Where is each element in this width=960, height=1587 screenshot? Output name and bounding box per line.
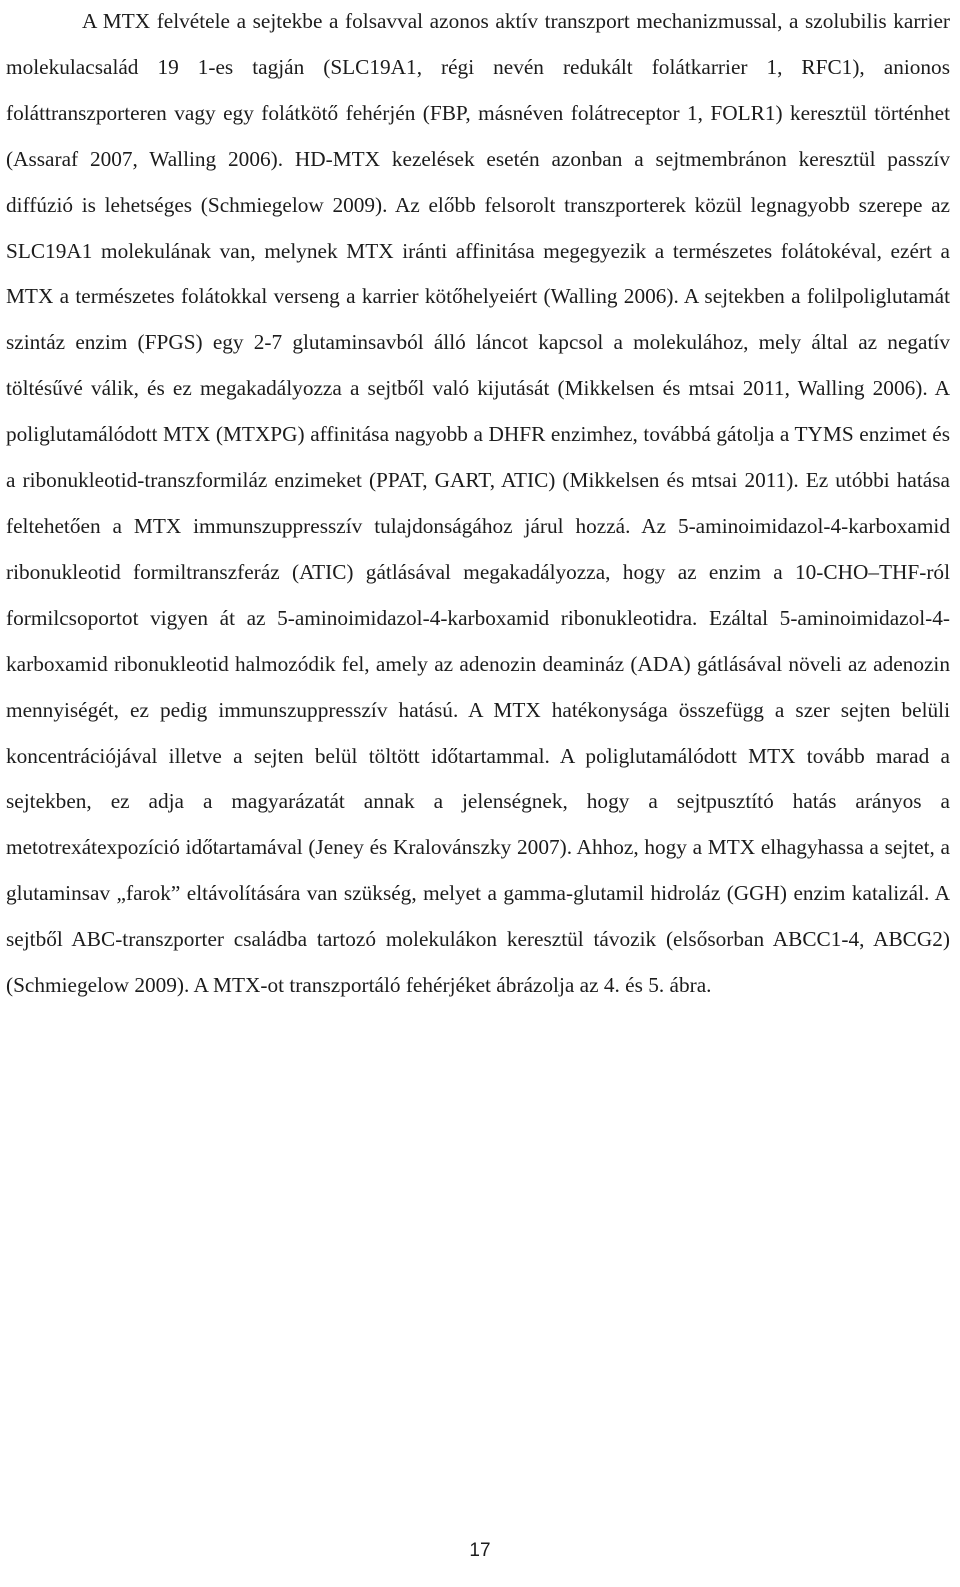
body-paragraph: A MTX felvétele a sejtekbe a folsavval azonos aktív transzport mechanizmussal, a szolubilis karrier molekulacsalád 19 1-es tagján (SLC19A1, régi nevén redukált folátkarrier 1, RFC1), anionos foláttranszporteren vagy egy folátkötő fehérjén (FBP, másnéven folátreceptor 1, FOLR1) keresztül történhet (Assaraf 2007, Walling 2006). HD-MTX kezelések esetén azonban a sejtmembránon keresztül passzív diffúzió is lehetséges (Schmiegelow 2009). Az előbb felsorolt transzporterek közül legnagyobb szerepe az SLC19A1 molekulának van, melynek MTX iránti affinitása megegyezik a természetes folátokéval, ezért a MTX a természetes folátokkal verseng a karrier kötőhelyeiért (Walling 2006). A sejtekben a folilpoliglutamát szintáz enzim (FPGS) egy 2-7 glutaminsavból álló láncot kapcsol a molekulához, mely által az negatív töltésűvé válik, és ez megakadályozza a sejtből való kijutását (Mikkelsen és mtsai 2011, Walling 2006). A poliglutamálódott MTX (MTXPG) affinitása nagyobb a DHFR enzimhez, továbbá gátolja a TYMS enzimet és a ribonukleotid-transzformiláz enzimeket (PPAT, GART, ATIC) (Mikkelsen és mtsai 2011). Ez utóbbi hatása feltehetően a MTX immunszuppresszív tulajdonságához járul hozzá. Az 5-aminoimidazol-4-karboxamid ribonukleotid formiltranszferáz (ATIC) gátlásával megakadályozza, hogy az enzim a 10-CHO–THF-ról formilcsoportot vigyen át az 5-aminoimidazol-4-karboxamid ribonukleotidra. Ezáltal 5-aminoimidazol-4-karboxamid ribonukleotid halmozódik fel, amely az adenozin deamináz (ADA) gátlásával növeli az adenozin mennyiségét, ez pedig immunszuppresszív hatású. A MTX hatékonysága összefügg a szer sejten belüli koncentrációjával illetve a sejten belül töltött időtartammal. A poliglutamálódott MTX tovább marad a sejtekben, ez adja a magyarázatát annak a jelenségnek, hogy a sejtpusztító hatás arányos a metotrexátexpozíció időtartamával (Jeney és Kralovánszky 2007). Ahhoz, hogy a MTX elhagyhassa a sejtet, a glutaminsav „farok” eltávolítására van szükség, melyet a gamma-glutamil hidroláz (GGH) enzim katalizál. A sejtből ABC-transzporter családba tartozó molekulákon keresztül távozik (elsősorban ABCC1-4, ABCG2) (Schmiegelow 2009). A MTX-ot transzportáló fehérjéket ábrázolja az 4. és 5. ábra. <box>6 9 950 998</box>
page-number: 17 <box>469 1540 491 1561</box>
